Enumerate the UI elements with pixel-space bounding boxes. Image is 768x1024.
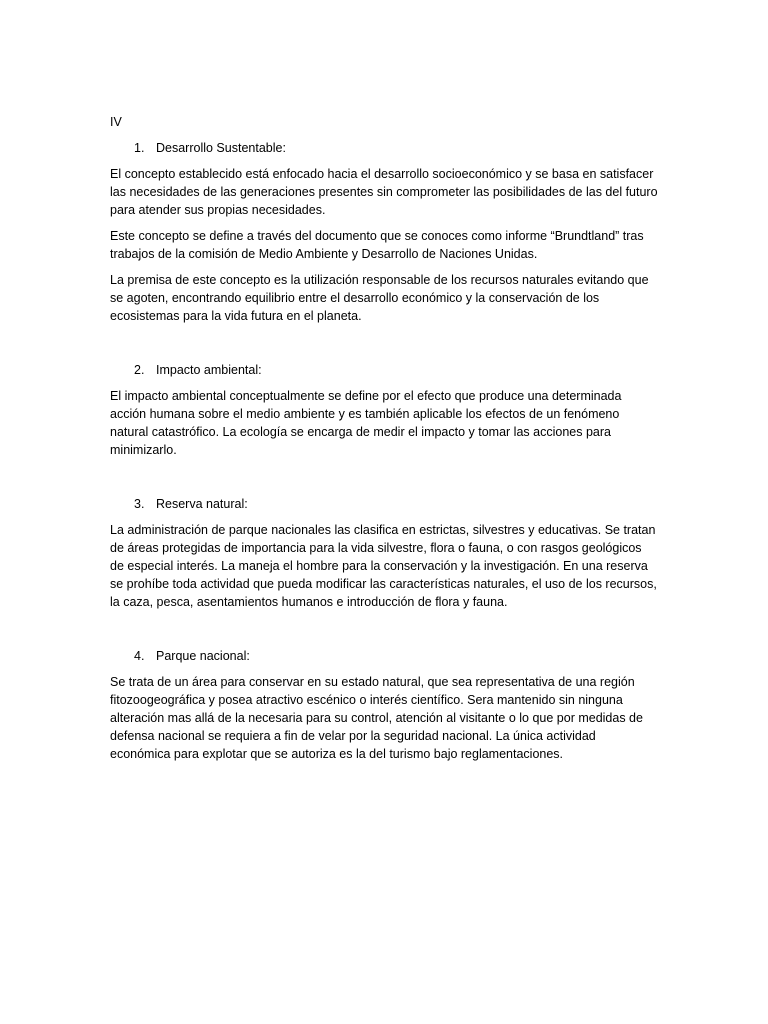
section-number: 1.: [134, 141, 145, 155]
section-parque-nacional: [110, 647, 658, 763]
section-heading: [110, 139, 658, 157]
section-number: 4.: [134, 649, 145, 663]
section-number: 2.: [134, 363, 145, 377]
paragraph: La administración de parque nacionales las clasifica en estrictas, silvestres y educativas. Se tratan de áreas protegidas de importancia para la vida silvestre, flora o fauna, o con rasgos geológicos de especial interés. La maneja el hombre para la conservación y la investigación. En una reserva se prohíbe toda actividad que pueda modificar las características naturales, el uso de los recursos, la caza, pesca, asentamientos humanos e introducción de flora y fauna.: [110, 523, 657, 609]
section-heading: [110, 647, 658, 665]
paragraph: Este concepto se define a través del documento que se conoces como informe “Brundtland” tras trabajos de la comisión de Medio Ambiente y Desarrollo de Naciones Unidas.: [110, 229, 644, 261]
section-impacto-ambiental: [110, 361, 658, 459]
spacer: [110, 619, 658, 647]
document-body: [110, 113, 658, 771]
section-desarrollo-sustentable: [110, 139, 658, 325]
section-title: Impacto ambiental:: [156, 363, 262, 377]
paragraph: El impacto ambiental conceptualmente se define por el efecto que produce una determinada acción humana sobre el medio ambiente y es también aplicable los efectos de un fenómeno natural catastrófico. La ecología se encarga de medir el impacto y tomar las acciones para minimizarlo.: [110, 389, 622, 457]
paragraph: La premisa de este concepto es la utilización responsable de los recursos naturales evitando que se agoten, encontrando equilibrio entre el desarrollo económico y la conservación de los ecosistemas para la vida futura en el planeta.: [110, 273, 649, 323]
roman-numeral: IV: [110, 115, 122, 129]
section-reserva-natural: [110, 495, 658, 611]
section-title: Reserva natural:: [156, 497, 248, 511]
section-number: 3.: [134, 497, 145, 511]
section-heading: [110, 361, 658, 379]
paragraph: El concepto establecido está enfocado hacia el desarrollo socioeconómico y se basa en satisfacer las necesidades de las generaciones presentes sin comprometer las posibilidades de las del futuro para atender sus propias necesidades.: [110, 167, 658, 217]
paragraph: Se trata de un área para conservar en su estado natural, que sea representativa de una región fitozoogeográfica y posea atractivo escénico o interés científico. Sera mantenido sin ninguna alteración mas allá de la necesaria para su control, atención al visitante o lo que por medidas de defensa nacional se requiera a fin de velar por la seguridad nacional. La única actividad económica para explotar que se autoriza es la del turismo bajo reglamentaciones.: [110, 675, 643, 761]
section-title: Parque nacional:: [156, 649, 250, 663]
section-heading: [110, 495, 658, 513]
spacer: [110, 333, 658, 361]
section-title: Desarrollo Sustentable:: [156, 141, 286, 155]
spacer: [110, 467, 658, 495]
